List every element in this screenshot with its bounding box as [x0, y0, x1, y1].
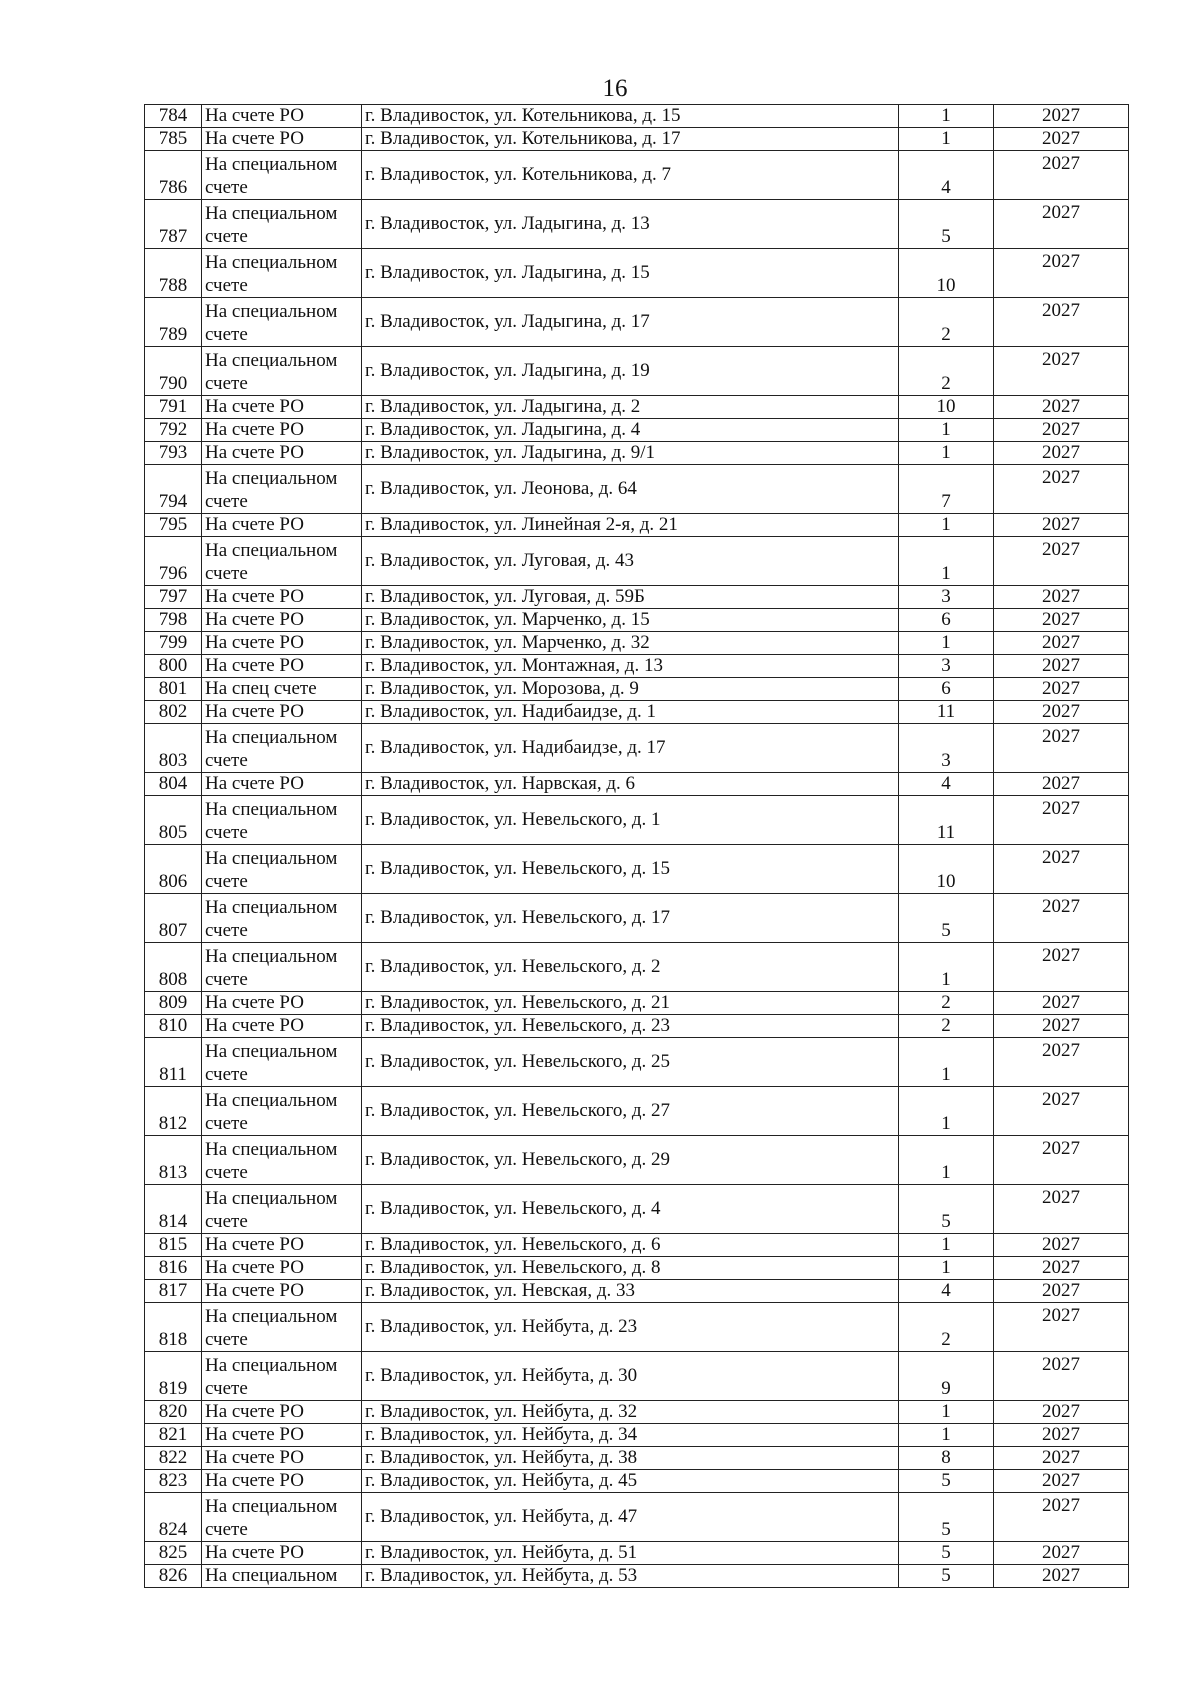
- table-row: [145, 845, 1129, 894]
- address-cell: г. Владивосток, ул. Котельникова, д. 15: [362, 105, 899, 128]
- quantity-cell: 1: [899, 943, 994, 992]
- year-cell: 2027: [994, 1038, 1129, 1087]
- table-row: [145, 128, 1129, 151]
- funding-method-cell: На счете РО: [202, 105, 362, 128]
- row-number-cell: 791: [145, 396, 202, 419]
- year-cell: 2027: [994, 200, 1129, 249]
- quantity-cell: 11: [899, 701, 994, 724]
- funding-method-cell: На специальном счете: [202, 249, 362, 298]
- year-cell: 2027: [994, 128, 1129, 151]
- funding-method-cell: На специальном счете: [202, 724, 362, 773]
- address-cell: г. Владивосток, ул. Нейбута, д. 38: [362, 1447, 899, 1470]
- row-number-cell: 801: [145, 678, 202, 701]
- row-number-cell: 822: [145, 1447, 202, 1470]
- table-row: [145, 105, 1129, 128]
- table-row: [145, 701, 1129, 724]
- quantity-cell: 4: [899, 1280, 994, 1303]
- address-cell: г. Владивосток, ул. Нейбута, д. 53: [362, 1565, 899, 1588]
- year-cell: 2027: [994, 1087, 1129, 1136]
- address-cell: г. Владивосток, ул. Невельского, д. 21: [362, 992, 899, 1015]
- row-number-cell: 792: [145, 419, 202, 442]
- quantity-cell: 5: [899, 1542, 994, 1565]
- row-number-cell: 796: [145, 537, 202, 586]
- address-cell: г. Владивосток, ул. Ладыгина, д. 13: [362, 200, 899, 249]
- year-cell: 2027: [994, 1280, 1129, 1303]
- table-row: [145, 1565, 1129, 1588]
- address-cell: г. Владивосток, ул. Невельского, д. 4: [362, 1185, 899, 1234]
- table-row: [145, 1542, 1129, 1565]
- row-number-cell: 794: [145, 465, 202, 514]
- address-cell: г. Владивосток, ул. Невельского, д. 27: [362, 1087, 899, 1136]
- page-number: 16: [602, 75, 628, 102]
- funding-method-cell: На счете РО: [202, 655, 362, 678]
- funding-method-cell: На специальном счете: [202, 1303, 362, 1352]
- row-number-cell: 810: [145, 1015, 202, 1038]
- table-row: [145, 298, 1129, 347]
- quantity-cell: 1: [899, 1038, 994, 1087]
- address-cell: г. Владивосток, ул. Невельского, д. 8: [362, 1257, 899, 1280]
- table-row: [145, 419, 1129, 442]
- year-cell: 2027: [994, 442, 1129, 465]
- quantity-cell: 3: [899, 655, 994, 678]
- address-cell: г. Владивосток, ул. Невельского, д. 1: [362, 796, 899, 845]
- funding-method-cell: На счете РО: [202, 128, 362, 151]
- year-cell: 2027: [994, 678, 1129, 701]
- row-number-cell: 784: [145, 105, 202, 128]
- quantity-cell: 5: [899, 1493, 994, 1542]
- quantity-cell: 5: [899, 1470, 994, 1493]
- funding-method-cell: На счете РО: [202, 701, 362, 724]
- row-number-cell: 819: [145, 1352, 202, 1401]
- quantity-cell: 8: [899, 1447, 994, 1470]
- address-cell: г. Владивосток, ул. Нейбута, д. 47: [362, 1493, 899, 1542]
- address-cell: г. Владивосток, ул. Луговая, д. 43: [362, 537, 899, 586]
- table-row: [145, 1185, 1129, 1234]
- funding-method-cell: На счете РО: [202, 1447, 362, 1470]
- year-cell: 2027: [994, 1303, 1129, 1352]
- funding-method-cell: На счете РО: [202, 632, 362, 655]
- row-number-cell: 789: [145, 298, 202, 347]
- quantity-cell: 1: [899, 514, 994, 537]
- row-number-cell: 809: [145, 992, 202, 1015]
- funding-method-cell: На счете РО: [202, 419, 362, 442]
- address-cell: г. Владивосток, ул. Надибаидзе, д. 1: [362, 701, 899, 724]
- address-cell: г. Владивосток, ул. Марченко, д. 32: [362, 632, 899, 655]
- table-row: [145, 1424, 1129, 1447]
- funding-method-cell: На спец счете: [202, 678, 362, 701]
- table-row: [145, 1234, 1129, 1257]
- year-cell: 2027: [994, 298, 1129, 347]
- row-number-cell: 788: [145, 249, 202, 298]
- year-cell: 2027: [994, 796, 1129, 845]
- quantity-cell: 1: [899, 1424, 994, 1447]
- year-cell: 2027: [994, 1401, 1129, 1424]
- funding-method-cell: На счете РО: [202, 442, 362, 465]
- address-cell: г. Владивосток, ул. Нарвская, д. 6: [362, 773, 899, 796]
- row-number-cell: 797: [145, 586, 202, 609]
- table-row: [145, 1447, 1129, 1470]
- table-row: [145, 1470, 1129, 1493]
- address-cell: г. Владивосток, ул. Котельникова, д. 7: [362, 151, 899, 200]
- address-cell: г. Владивосток, ул. Котельникова, д. 17: [362, 128, 899, 151]
- year-cell: 2027: [994, 1234, 1129, 1257]
- funding-method-cell: На специальном счете: [202, 1136, 362, 1185]
- funding-method-cell: На специальном счете: [202, 465, 362, 514]
- quantity-cell: 1: [899, 128, 994, 151]
- quantity-cell: 6: [899, 609, 994, 632]
- address-cell: г. Владивосток, ул. Нейбута, д. 23: [362, 1303, 899, 1352]
- quantity-cell: 9: [899, 1352, 994, 1401]
- year-cell: 2027: [994, 465, 1129, 514]
- year-cell: 2027: [994, 655, 1129, 678]
- quantity-cell: 10: [899, 396, 994, 419]
- address-cell: г. Владивосток, ул. Невельского, д. 25: [362, 1038, 899, 1087]
- funding-method-cell: На счете РО: [202, 586, 362, 609]
- address-cell: г. Владивосток, ул. Невельского, д. 2: [362, 943, 899, 992]
- row-number-cell: 807: [145, 894, 202, 943]
- row-number-cell: 793: [145, 442, 202, 465]
- row-number-cell: 818: [145, 1303, 202, 1352]
- table-row: [145, 396, 1129, 419]
- year-cell: 2027: [994, 396, 1129, 419]
- row-number-cell: 786: [145, 151, 202, 200]
- address-cell: г. Владивосток, ул. Линейная 2-я, д. 21: [362, 514, 899, 537]
- year-cell: 2027: [994, 1185, 1129, 1234]
- table-row: [145, 151, 1129, 200]
- address-cell: г. Владивосток, ул. Луговая, д. 59Б: [362, 586, 899, 609]
- quantity-cell: 7: [899, 465, 994, 514]
- quantity-cell: 1: [899, 1087, 994, 1136]
- funding-method-cell: На специальном счете: [202, 1352, 362, 1401]
- row-number-cell: 816: [145, 1257, 202, 1280]
- row-number-cell: 799: [145, 632, 202, 655]
- table-row: [145, 773, 1129, 796]
- address-cell: г. Владивосток, ул. Нейбута, д. 51: [362, 1542, 899, 1565]
- row-number-cell: 815: [145, 1234, 202, 1257]
- row-number-cell: 808: [145, 943, 202, 992]
- table-row: [145, 442, 1129, 465]
- funding-method-cell: На специальном счете: [202, 796, 362, 845]
- row-number-cell: 811: [145, 1038, 202, 1087]
- row-number-cell: 787: [145, 200, 202, 249]
- funding-method-cell: На счете РО: [202, 1015, 362, 1038]
- year-cell: 2027: [994, 609, 1129, 632]
- row-number-cell: 802: [145, 701, 202, 724]
- registry-table: [144, 104, 1129, 1588]
- table-row: [145, 1493, 1129, 1542]
- quantity-cell: 3: [899, 724, 994, 773]
- row-number-cell: 813: [145, 1136, 202, 1185]
- year-cell: 2027: [994, 1352, 1129, 1401]
- table-row: [145, 465, 1129, 514]
- quantity-cell: 4: [899, 151, 994, 200]
- quantity-cell: 5: [899, 1565, 994, 1588]
- row-number-cell: 800: [145, 655, 202, 678]
- table-row: [145, 1280, 1129, 1303]
- year-cell: 2027: [994, 105, 1129, 128]
- address-cell: г. Владивосток, ул. Невельского, д. 15: [362, 845, 899, 894]
- address-cell: г. Владивосток, ул. Леонова, д. 64: [362, 465, 899, 514]
- table-row: [145, 1038, 1129, 1087]
- funding-method-cell: На счете РО: [202, 396, 362, 419]
- address-cell: г. Владивосток, ул. Невельского, д. 23: [362, 1015, 899, 1038]
- funding-method-cell: На счете РО: [202, 1257, 362, 1280]
- address-cell: г. Владивосток, ул. Нейбута, д. 30: [362, 1352, 899, 1401]
- funding-method-cell: На специальном счете: [202, 1038, 362, 1087]
- quantity-cell: 1: [899, 1401, 994, 1424]
- quantity-cell: 6: [899, 678, 994, 701]
- row-number-cell: 795: [145, 514, 202, 537]
- row-number-cell: 817: [145, 1280, 202, 1303]
- table-row: [145, 992, 1129, 1015]
- address-cell: г. Владивосток, ул. Ладыгина, д. 15: [362, 249, 899, 298]
- row-number-cell: 790: [145, 347, 202, 396]
- table-row: [145, 1303, 1129, 1352]
- year-cell: 2027: [994, 894, 1129, 943]
- year-cell: 2027: [994, 632, 1129, 655]
- quantity-cell: 1: [899, 537, 994, 586]
- address-cell: г. Владивосток, ул. Невельского, д. 29: [362, 1136, 899, 1185]
- table-row: [145, 514, 1129, 537]
- address-cell: г. Владивосток, ул. Нейбута, д. 45: [362, 1470, 899, 1493]
- quantity-cell: 5: [899, 1185, 994, 1234]
- funding-method-cell: На специальном счете: [202, 845, 362, 894]
- table-row: [145, 1401, 1129, 1424]
- quantity-cell: 11: [899, 796, 994, 845]
- year-cell: 2027: [994, 1470, 1129, 1493]
- table-row: [145, 1087, 1129, 1136]
- year-cell: 2027: [994, 845, 1129, 894]
- year-cell: 2027: [994, 992, 1129, 1015]
- row-number-cell: 804: [145, 773, 202, 796]
- year-cell: 2027: [994, 347, 1129, 396]
- row-number-cell: 820: [145, 1401, 202, 1424]
- funding-method-cell: На специальном счете: [202, 1087, 362, 1136]
- registry-table-body: [145, 105, 1129, 1588]
- table-row: [145, 632, 1129, 655]
- funding-method-cell: На специальном счете: [202, 894, 362, 943]
- table-row: [145, 1136, 1129, 1185]
- quantity-cell: 2: [899, 298, 994, 347]
- year-cell: 2027: [994, 1424, 1129, 1447]
- year-cell: 2027: [994, 1015, 1129, 1038]
- quantity-cell: 3: [899, 586, 994, 609]
- table-row: [145, 724, 1129, 773]
- table-row: [145, 796, 1129, 845]
- year-cell: 2027: [994, 943, 1129, 992]
- quantity-cell: 2: [899, 1303, 994, 1352]
- year-cell: 2027: [994, 724, 1129, 773]
- quantity-cell: 1: [899, 1136, 994, 1185]
- table-row: [145, 655, 1129, 678]
- row-number-cell: 806: [145, 845, 202, 894]
- year-cell: 2027: [994, 1447, 1129, 1470]
- funding-method-cell: На специальном счете: [202, 298, 362, 347]
- address-cell: г. Владивосток, ул. Ладыгина, д. 17: [362, 298, 899, 347]
- quantity-cell: 2: [899, 992, 994, 1015]
- year-cell: 2027: [994, 1136, 1129, 1185]
- year-cell: 2027: [994, 419, 1129, 442]
- year-cell: 2027: [994, 514, 1129, 537]
- address-cell: г. Владивосток, ул. Нейбута, д. 34: [362, 1424, 899, 1447]
- year-cell: 2027: [994, 537, 1129, 586]
- row-number-cell: 826: [145, 1565, 202, 1588]
- funding-method-cell: На специальном: [202, 1565, 362, 1588]
- funding-method-cell: На счете РО: [202, 1424, 362, 1447]
- quantity-cell: 1: [899, 419, 994, 442]
- funding-method-cell: На счете РО: [202, 1470, 362, 1493]
- funding-method-cell: На счете РО: [202, 992, 362, 1015]
- year-cell: 2027: [994, 1257, 1129, 1280]
- table-row: [145, 249, 1129, 298]
- table-row: [145, 586, 1129, 609]
- year-cell: 2027: [994, 586, 1129, 609]
- quantity-cell: 2: [899, 347, 994, 396]
- table-row: [145, 347, 1129, 396]
- row-number-cell: 803: [145, 724, 202, 773]
- row-number-cell: 798: [145, 609, 202, 632]
- funding-method-cell: На специальном счете: [202, 1185, 362, 1234]
- year-cell: 2027: [994, 1493, 1129, 1542]
- year-cell: 2027: [994, 773, 1129, 796]
- funding-method-cell: На счете РО: [202, 1280, 362, 1303]
- table-row: [145, 200, 1129, 249]
- row-number-cell: 805: [145, 796, 202, 845]
- quantity-cell: 10: [899, 249, 994, 298]
- quantity-cell: 1: [899, 442, 994, 465]
- quantity-cell: 1: [899, 1257, 994, 1280]
- table-row: [145, 1352, 1129, 1401]
- quantity-cell: 1: [899, 632, 994, 655]
- quantity-cell: 4: [899, 773, 994, 796]
- quantity-cell: 5: [899, 200, 994, 249]
- quantity-cell: 10: [899, 845, 994, 894]
- year-cell: 2027: [994, 1565, 1129, 1588]
- funding-method-cell: На специальном счете: [202, 347, 362, 396]
- funding-method-cell: На специальном счете: [202, 943, 362, 992]
- year-cell: 2027: [994, 1542, 1129, 1565]
- table-row: [145, 894, 1129, 943]
- row-number-cell: 785: [145, 128, 202, 151]
- address-cell: г. Владивосток, ул. Ладыгина, д. 9/1: [362, 442, 899, 465]
- funding-method-cell: На специальном счете: [202, 151, 362, 200]
- funding-method-cell: На счете РО: [202, 514, 362, 537]
- funding-method-cell: На счете РО: [202, 1542, 362, 1565]
- funding-method-cell: На специальном счете: [202, 200, 362, 249]
- funding-method-cell: На счете РО: [202, 609, 362, 632]
- address-cell: г. Владивосток, ул. Ладыгина, д. 19: [362, 347, 899, 396]
- quantity-cell: 2: [899, 1015, 994, 1038]
- row-number-cell: 814: [145, 1185, 202, 1234]
- quantity-cell: 1: [899, 105, 994, 128]
- funding-method-cell: На специальном счете: [202, 1493, 362, 1542]
- row-number-cell: 812: [145, 1087, 202, 1136]
- table-row: [145, 537, 1129, 586]
- table-row: [145, 1257, 1129, 1280]
- row-number-cell: 824: [145, 1493, 202, 1542]
- row-number-cell: 825: [145, 1542, 202, 1565]
- table-row: [145, 1015, 1129, 1038]
- address-cell: г. Владивосток, ул. Марченко, д. 15: [362, 609, 899, 632]
- address-cell: г. Владивосток, ул. Морозова, д. 9: [362, 678, 899, 701]
- funding-method-cell: На специальном счете: [202, 537, 362, 586]
- funding-method-cell: На счете РО: [202, 1234, 362, 1257]
- funding-method-cell: На счете РО: [202, 773, 362, 796]
- row-number-cell: 823: [145, 1470, 202, 1493]
- address-cell: г. Владивосток, ул. Надибаидзе, д. 17: [362, 724, 899, 773]
- address-cell: г. Владивосток, ул. Невельского, д. 17: [362, 894, 899, 943]
- year-cell: 2027: [994, 701, 1129, 724]
- table-row: [145, 609, 1129, 632]
- address-cell: г. Владивосток, ул. Ладыгина, д. 4: [362, 419, 899, 442]
- quantity-cell: 5: [899, 894, 994, 943]
- quantity-cell: 1: [899, 1234, 994, 1257]
- address-cell: г. Владивосток, ул. Невская, д. 33: [362, 1280, 899, 1303]
- address-cell: г. Владивосток, ул. Невельского, д. 6: [362, 1234, 899, 1257]
- table-row: [145, 678, 1129, 701]
- table-row: [145, 943, 1129, 992]
- address-cell: г. Владивосток, ул. Нейбута, д. 32: [362, 1401, 899, 1424]
- year-cell: 2027: [994, 151, 1129, 200]
- address-cell: г. Владивосток, ул. Монтажная, д. 13: [362, 655, 899, 678]
- address-cell: г. Владивосток, ул. Ладыгина, д. 2: [362, 396, 899, 419]
- row-number-cell: 821: [145, 1424, 202, 1447]
- funding-method-cell: На счете РО: [202, 1401, 362, 1424]
- year-cell: 2027: [994, 249, 1129, 298]
